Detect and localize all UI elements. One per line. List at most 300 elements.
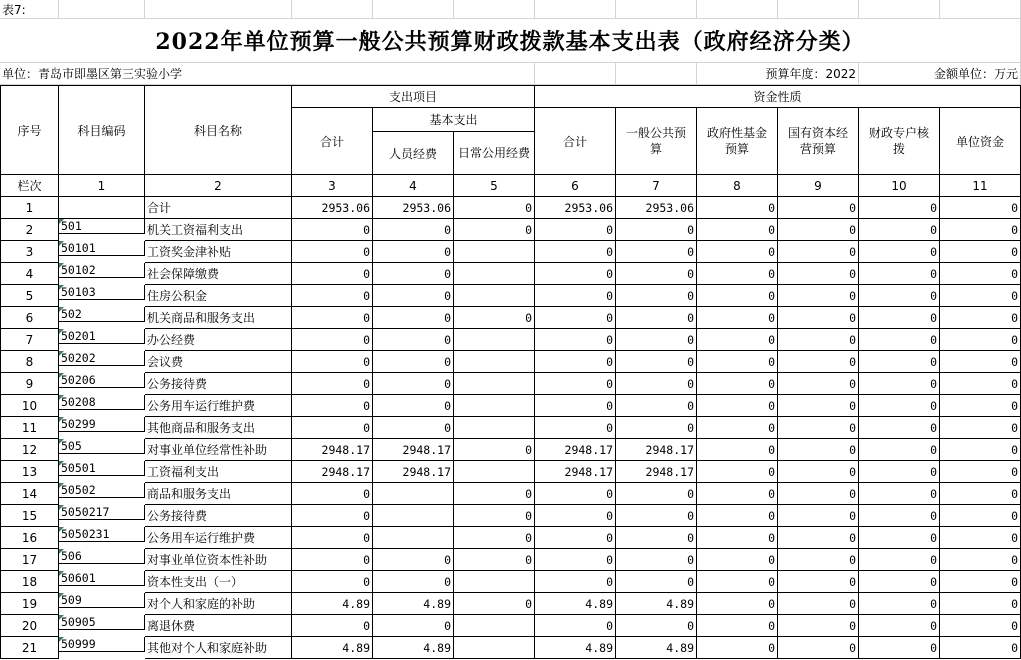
value-cell[interactable]: 0 bbox=[940, 329, 1021, 351]
value-cell[interactable]: 0 bbox=[535, 571, 616, 593]
empty-cell[interactable] bbox=[859, 0, 940, 19]
header-name[interactable]: 科目名称 bbox=[145, 86, 292, 175]
value-cell[interactable]: 0 bbox=[535, 219, 616, 241]
value-cell[interactable]: 0 bbox=[454, 439, 535, 461]
value-cell[interactable]: 0 bbox=[697, 461, 778, 483]
value-cell[interactable]: 0 bbox=[373, 329, 454, 351]
value-cell[interactable]: 0 bbox=[859, 219, 940, 241]
value-cell[interactable]: 0 bbox=[535, 329, 616, 351]
value-cell[interactable] bbox=[373, 483, 454, 505]
value-cell[interactable]: 0 bbox=[697, 285, 778, 307]
value-cell[interactable]: 0 bbox=[616, 483, 697, 505]
value-cell[interactable]: 0 bbox=[697, 417, 778, 439]
value-cell[interactable]: 0 bbox=[859, 439, 940, 461]
value-cell[interactable]: 0 bbox=[292, 527, 373, 549]
value-cell[interactable]: 0 bbox=[859, 637, 940, 659]
value-cell[interactable]: 0 bbox=[778, 307, 859, 329]
value-cell[interactable]: 0 bbox=[778, 329, 859, 351]
value-cell[interactable]: 0 bbox=[778, 197, 859, 219]
seq-cell[interactable]: 8 bbox=[0, 351, 59, 373]
value-cell[interactable]: 0 bbox=[778, 417, 859, 439]
value-cell[interactable]: 0 bbox=[373, 285, 454, 307]
value-cell[interactable] bbox=[454, 263, 535, 285]
value-cell[interactable]: 4.89 bbox=[373, 637, 454, 659]
value-cell[interactable]: 0 bbox=[535, 373, 616, 395]
value-cell[interactable]: 0 bbox=[778, 571, 859, 593]
name-cell[interactable]: 对事业单位资本性补助 bbox=[145, 549, 292, 571]
name-cell[interactable]: 资本性支出（一） bbox=[145, 571, 292, 593]
value-cell[interactable]: 0 bbox=[697, 527, 778, 549]
column-index-cell[interactable]: 4 bbox=[373, 175, 454, 197]
code-cell[interactable]: 50208 bbox=[59, 395, 145, 410]
value-cell[interactable]: 2953.06 bbox=[292, 197, 373, 219]
value-cell[interactable]: 0 bbox=[616, 527, 697, 549]
seq-cell[interactable]: 15 bbox=[0, 505, 59, 527]
value-cell[interactable]: 0 bbox=[859, 307, 940, 329]
value-cell[interactable]: 0 bbox=[292, 241, 373, 263]
value-cell[interactable]: 0 bbox=[292, 329, 373, 351]
seq-cell[interactable]: 2 bbox=[0, 219, 59, 241]
value-cell[interactable] bbox=[454, 373, 535, 395]
table-row bbox=[0, 593, 1021, 615]
table-row bbox=[0, 373, 1021, 395]
value-cell[interactable]: 0 bbox=[778, 219, 859, 241]
value-cell[interactable] bbox=[454, 615, 535, 637]
value-cell[interactable]: 0 bbox=[859, 373, 940, 395]
value-cell[interactable]: 4.89 bbox=[616, 637, 697, 659]
value-cell[interactable]: 0 bbox=[697, 593, 778, 615]
code-cell[interactable]: 50601 bbox=[59, 571, 145, 586]
seq-cell[interactable]: 13 bbox=[0, 461, 59, 483]
seq-cell[interactable]: 9 bbox=[0, 373, 59, 395]
value-cell[interactable]: 0 bbox=[454, 307, 535, 329]
empty-cell[interactable] bbox=[292, 0, 373, 19]
value-cell[interactable]: 0 bbox=[778, 505, 859, 527]
empty-cell[interactable] bbox=[778, 0, 859, 19]
column-index-cell[interactable]: 11 bbox=[940, 175, 1021, 197]
value-cell[interactable]: 0 bbox=[454, 593, 535, 615]
header-fiscal-special[interactable]: 财政专户核拨 bbox=[859, 108, 940, 175]
seq-cell[interactable]: 20 bbox=[0, 615, 59, 637]
value-cell[interactable]: 0 bbox=[616, 307, 697, 329]
value-cell[interactable]: 0 bbox=[859, 483, 940, 505]
code-cell[interactable]: 50999 bbox=[59, 637, 145, 652]
value-cell[interactable]: 0 bbox=[454, 505, 535, 527]
header-basic-expense[interactable]: 基本支出 bbox=[373, 108, 535, 132]
value-cell[interactable]: 0 bbox=[859, 197, 940, 219]
value-cell[interactable]: 0 bbox=[859, 615, 940, 637]
name-cell[interactable]: 合计 bbox=[145, 197, 292, 219]
value-cell[interactable]: 0 bbox=[940, 527, 1021, 549]
header-code[interactable]: 科目编码 bbox=[59, 86, 145, 175]
value-cell[interactable]: 0 bbox=[940, 417, 1021, 439]
value-cell[interactable]: 2948.17 bbox=[292, 439, 373, 461]
name-cell[interactable]: 公务接待费 bbox=[145, 505, 292, 527]
value-cell[interactable]: 0 bbox=[778, 351, 859, 373]
code-cell[interactable]: 506 bbox=[59, 549, 145, 564]
value-cell[interactable]: 0 bbox=[292, 505, 373, 527]
value-cell[interactable]: 0 bbox=[940, 483, 1021, 505]
header-personnel[interactable]: 人员经费 bbox=[373, 132, 454, 175]
value-cell[interactable]: 2948.17 bbox=[373, 439, 454, 461]
value-cell[interactable]: 0 bbox=[616, 615, 697, 637]
code-cell[interactable]: 50299 bbox=[59, 417, 145, 432]
name-cell[interactable]: 其他对个人和家庭补助 bbox=[145, 637, 292, 659]
value-cell[interactable]: 0 bbox=[292, 219, 373, 241]
name-cell[interactable]: 离退休费 bbox=[145, 615, 292, 637]
empty-cell[interactable] bbox=[59, 0, 145, 19]
seq-cell[interactable]: 5 bbox=[0, 285, 59, 307]
value-cell[interactable]: 2948.17 bbox=[292, 461, 373, 483]
header-unit-fund[interactable]: 单位资金 bbox=[940, 108, 1021, 175]
header-total-2[interactable]: 合计 bbox=[535, 108, 616, 175]
value-cell[interactable]: 0 bbox=[292, 483, 373, 505]
code-cell[interactable]: 50905 bbox=[59, 615, 145, 630]
value-cell[interactable]: 0 bbox=[859, 351, 940, 373]
value-cell[interactable]: 0 bbox=[616, 241, 697, 263]
empty-cell[interactable] bbox=[697, 0, 778, 19]
column-index-cell[interactable]: 8 bbox=[697, 175, 778, 197]
name-cell[interactable]: 其他商品和服务支出 bbox=[145, 417, 292, 439]
value-cell[interactable]: 0 bbox=[940, 241, 1021, 263]
value-cell[interactable]: 0 bbox=[454, 483, 535, 505]
value-cell[interactable]: 0 bbox=[697, 351, 778, 373]
value-cell[interactable]: 0 bbox=[373, 549, 454, 571]
value-cell[interactable]: 0 bbox=[616, 263, 697, 285]
value-cell[interactable]: 0 bbox=[616, 549, 697, 571]
code-cell[interactable]: 50201 bbox=[59, 329, 145, 344]
page-title[interactable]: 2022年单位预算一般公共预算财政拨款基本支出表（政府经济分类） bbox=[0, 19, 1021, 63]
value-cell[interactable]: 0 bbox=[616, 219, 697, 241]
value-cell[interactable]: 2948.17 bbox=[373, 461, 454, 483]
name-cell[interactable]: 商品和服务支出 bbox=[145, 483, 292, 505]
name-cell[interactable]: 住房公积金 bbox=[145, 285, 292, 307]
value-cell[interactable]: 0 bbox=[859, 395, 940, 417]
value-cell[interactable]: 0 bbox=[697, 571, 778, 593]
name-cell[interactable]: 办公经费 bbox=[145, 329, 292, 351]
value-cell[interactable]: 0 bbox=[859, 417, 940, 439]
value-cell[interactable]: 0 bbox=[940, 505, 1021, 527]
value-cell[interactable]: 0 bbox=[859, 285, 940, 307]
value-cell[interactable]: 0 bbox=[535, 483, 616, 505]
value-cell[interactable] bbox=[454, 395, 535, 417]
empty-cell[interactable] bbox=[535, 0, 616, 19]
empty-cell[interactable] bbox=[940, 0, 1021, 19]
value-cell[interactable] bbox=[454, 461, 535, 483]
value-cell[interactable]: 0 bbox=[940, 307, 1021, 329]
sheet-label-cell[interactable] bbox=[0, 0, 59, 19]
value-cell[interactable]: 0 bbox=[697, 263, 778, 285]
value-cell[interactable]: 0 bbox=[697, 219, 778, 241]
value-cell[interactable]: 0 bbox=[292, 285, 373, 307]
value-cell[interactable]: 0 bbox=[697, 549, 778, 571]
value-cell[interactable] bbox=[454, 351, 535, 373]
seq-cell[interactable]: 7 bbox=[0, 329, 59, 351]
value-cell[interactable]: 0 bbox=[454, 197, 535, 219]
seq-cell[interactable]: 21 bbox=[0, 637, 59, 659]
value-cell[interactable]: 0 bbox=[778, 395, 859, 417]
value-cell[interactable]: 0 bbox=[454, 527, 535, 549]
code-cell[interactable]: 50103 bbox=[59, 285, 145, 300]
seq-cell[interactable]: 1 bbox=[0, 197, 59, 219]
value-cell[interactable]: 0 bbox=[535, 549, 616, 571]
value-cell[interactable]: 0 bbox=[535, 285, 616, 307]
value-cell[interactable]: 0 bbox=[535, 395, 616, 417]
header-total[interactable]: 合计 bbox=[292, 108, 373, 175]
value-cell[interactable]: 0 bbox=[292, 549, 373, 571]
value-cell[interactable]: 0 bbox=[940, 373, 1021, 395]
header-expense-items[interactable]: 支出项目 bbox=[292, 86, 535, 108]
column-index-cell[interactable]: 3 bbox=[292, 175, 373, 197]
value-cell[interactable]: 0 bbox=[940, 461, 1021, 483]
empty-cell[interactable] bbox=[616, 63, 697, 85]
value-cell[interactable] bbox=[373, 505, 454, 527]
seq-cell[interactable]: 4 bbox=[0, 263, 59, 285]
value-cell[interactable]: 0 bbox=[697, 197, 778, 219]
value-cell[interactable] bbox=[373, 527, 454, 549]
value-cell[interactable]: 0 bbox=[697, 329, 778, 351]
name-cell[interactable]: 社会保障缴费 bbox=[145, 263, 292, 285]
value-cell[interactable]: 0 bbox=[940, 395, 1021, 417]
value-cell[interactable]: 0 bbox=[697, 373, 778, 395]
value-cell[interactable]: 0 bbox=[616, 351, 697, 373]
value-cell[interactable]: 0 bbox=[535, 241, 616, 263]
value-cell[interactable]: 0 bbox=[778, 549, 859, 571]
value-cell[interactable]: 0 bbox=[292, 571, 373, 593]
name-cell[interactable]: 对事业单位经常性补助 bbox=[145, 439, 292, 461]
value-cell[interactable]: 0 bbox=[535, 527, 616, 549]
name-cell[interactable]: 会议费 bbox=[145, 351, 292, 373]
code-cell[interactable]: 509 bbox=[59, 593, 145, 608]
value-cell[interactable]: 0 bbox=[940, 571, 1021, 593]
column-index-cell[interactable]: 2 bbox=[145, 175, 292, 197]
column-index-cell[interactable]: 7 bbox=[616, 175, 697, 197]
value-cell[interactable]: 0 bbox=[616, 285, 697, 307]
name-cell[interactable]: 对个人和家庭的补助 bbox=[145, 593, 292, 615]
code-cell[interactable]: 50101 bbox=[59, 241, 145, 256]
value-cell[interactable]: 0 bbox=[778, 241, 859, 263]
table-row bbox=[0, 307, 1021, 329]
name-cell[interactable]: 工资奖金津补贴 bbox=[145, 241, 292, 263]
value-cell[interactable]: 0 bbox=[616, 373, 697, 395]
column-index-cell[interactable]: 栏次 bbox=[0, 175, 59, 197]
value-cell[interactable]: 0 bbox=[778, 263, 859, 285]
code-cell[interactable]: 50502 bbox=[59, 483, 145, 498]
value-cell[interactable]: 0 bbox=[697, 637, 778, 659]
value-cell[interactable]: 0 bbox=[940, 439, 1021, 461]
empty-cell[interactable] bbox=[145, 0, 292, 19]
value-cell[interactable]: 2948.17 bbox=[616, 439, 697, 461]
value-cell[interactable] bbox=[454, 571, 535, 593]
empty-cell[interactable] bbox=[535, 63, 616, 85]
value-cell[interactable]: 2953.06 bbox=[373, 197, 454, 219]
value-cell[interactable]: 0 bbox=[292, 351, 373, 373]
value-cell[interactable]: 0 bbox=[292, 373, 373, 395]
value-cell[interactable]: 0 bbox=[373, 219, 454, 241]
empty-cell[interactable] bbox=[454, 0, 535, 19]
value-cell[interactable]: 4.89 bbox=[292, 637, 373, 659]
value-cell[interactable]: 0 bbox=[778, 285, 859, 307]
value-cell[interactable]: 0 bbox=[292, 615, 373, 637]
value-cell[interactable]: 0 bbox=[292, 395, 373, 417]
name-cell[interactable]: 机关工资福利支出 bbox=[145, 219, 292, 241]
code-cell[interactable]: 501 bbox=[59, 219, 145, 234]
code-cell[interactable]: 50202 bbox=[59, 351, 145, 366]
column-index-cell[interactable]: 1 bbox=[59, 175, 145, 197]
value-cell[interactable]: 4.89 bbox=[535, 637, 616, 659]
value-cell[interactable]: 0 bbox=[859, 461, 940, 483]
value-cell[interactable]: 0 bbox=[535, 307, 616, 329]
value-cell[interactable]: 0 bbox=[535, 417, 616, 439]
value-cell[interactable] bbox=[454, 637, 535, 659]
value-cell[interactable] bbox=[454, 417, 535, 439]
value-cell[interactable]: 0 bbox=[859, 549, 940, 571]
name-cell[interactable]: 工资福利支出 bbox=[145, 461, 292, 483]
value-cell[interactable]: 0 bbox=[859, 329, 940, 351]
value-cell[interactable]: 0 bbox=[697, 483, 778, 505]
code-cell[interactable]: 50501 bbox=[59, 461, 145, 476]
value-cell[interactable]: 2948.17 bbox=[535, 439, 616, 461]
value-cell[interactable]: 0 bbox=[697, 505, 778, 527]
value-cell[interactable]: 0 bbox=[859, 241, 940, 263]
value-cell[interactable]: 2953.06 bbox=[535, 197, 616, 219]
header-general-public[interactable]: 一般公共预算 bbox=[616, 108, 697, 175]
value-cell[interactable]: 0 bbox=[940, 615, 1021, 637]
seq-cell[interactable]: 17 bbox=[0, 549, 59, 571]
header-fund-nature[interactable]: 资金性质 bbox=[535, 86, 1021, 108]
value-cell[interactable]: 0 bbox=[940, 351, 1021, 373]
value-cell[interactable]: 0 bbox=[373, 395, 454, 417]
seq-cell[interactable]: 19 bbox=[0, 593, 59, 615]
value-cell[interactable]: 4.89 bbox=[373, 593, 454, 615]
value-cell[interactable]: 0 bbox=[940, 197, 1021, 219]
value-cell[interactable]: 0 bbox=[616, 395, 697, 417]
value-cell[interactable]: 0 bbox=[778, 527, 859, 549]
value-cell[interactable]: 0 bbox=[940, 219, 1021, 241]
name-cell[interactable]: 公务用车运行维护费 bbox=[145, 527, 292, 549]
name-cell[interactable]: 机关商品和服务支出 bbox=[145, 307, 292, 329]
value-cell[interactable]: 0 bbox=[697, 439, 778, 461]
value-cell[interactable]: 0 bbox=[535, 351, 616, 373]
name-cell[interactable]: 公务接待费 bbox=[145, 373, 292, 395]
value-cell[interactable]: 0 bbox=[859, 527, 940, 549]
value-cell[interactable]: 0 bbox=[778, 373, 859, 395]
header-seq[interactable]: 序号 bbox=[0, 86, 59, 175]
value-cell[interactable]: 0 bbox=[373, 615, 454, 637]
value-cell[interactable]: 0 bbox=[778, 637, 859, 659]
value-cell[interactable]: 0 bbox=[616, 505, 697, 527]
value-cell[interactable]: 0 bbox=[778, 483, 859, 505]
header-state-capital[interactable]: 国有资本经营预算 bbox=[778, 108, 859, 175]
value-cell[interactable]: 0 bbox=[292, 417, 373, 439]
value-cell[interactable]: 0 bbox=[940, 549, 1021, 571]
value-cell[interactable]: 0 bbox=[859, 505, 940, 527]
seq-cell[interactable]: 10 bbox=[0, 395, 59, 417]
value-cell[interactable]: 0 bbox=[859, 593, 940, 615]
value-cell[interactable]: 0 bbox=[454, 549, 535, 571]
value-cell[interactable]: 0 bbox=[454, 219, 535, 241]
value-cell[interactable]: 0 bbox=[697, 395, 778, 417]
value-cell[interactable]: 0 bbox=[292, 307, 373, 329]
value-cell[interactable]: 0 bbox=[616, 329, 697, 351]
code-cell[interactable]: 50102 bbox=[59, 263, 145, 278]
amount-unit[interactable]: 金额单位：万元 bbox=[859, 63, 1021, 85]
value-cell[interactable]: 0 bbox=[697, 241, 778, 263]
value-cell[interactable]: 0 bbox=[373, 351, 454, 373]
value-cell[interactable]: 0 bbox=[940, 593, 1021, 615]
value-cell[interactable]: 0 bbox=[940, 263, 1021, 285]
value-cell[interactable]: 0 bbox=[373, 241, 454, 263]
seq-cell[interactable]: 18 bbox=[0, 571, 59, 593]
seq-cell[interactable]: 16 bbox=[0, 527, 59, 549]
value-cell[interactable]: 0 bbox=[616, 417, 697, 439]
value-cell[interactable]: 2948.17 bbox=[616, 461, 697, 483]
value-cell[interactable]: 0 bbox=[373, 373, 454, 395]
seq-cell[interactable]: 14 bbox=[0, 483, 59, 505]
value-cell[interactable] bbox=[454, 285, 535, 307]
value-cell[interactable]: 4.89 bbox=[292, 593, 373, 615]
code-cell[interactable]: 502 bbox=[59, 307, 145, 322]
column-index-cell[interactable]: 9 bbox=[778, 175, 859, 197]
value-cell[interactable]: 0 bbox=[373, 571, 454, 593]
value-cell[interactable]: 4.89 bbox=[616, 593, 697, 615]
header-gov-fund[interactable]: 政府性基金预算 bbox=[697, 108, 778, 175]
value-cell[interactable] bbox=[454, 241, 535, 263]
value-cell[interactable]: 0 bbox=[373, 417, 454, 439]
value-cell[interactable]: 0 bbox=[859, 571, 940, 593]
value-cell[interactable]: 0 bbox=[373, 263, 454, 285]
seq-cell[interactable]: 12 bbox=[0, 439, 59, 461]
unit-info[interactable]: 单位：青岛市即墨区第三实验小学 bbox=[0, 63, 535, 85]
code-cell[interactable]: 50206 bbox=[59, 373, 145, 388]
value-cell[interactable]: 0 bbox=[535, 505, 616, 527]
value-cell[interactable]: 0 bbox=[373, 307, 454, 329]
value-cell[interactable]: 0 bbox=[535, 615, 616, 637]
empty-cell[interactable] bbox=[373, 0, 454, 19]
value-cell[interactable]: 0 bbox=[940, 637, 1021, 659]
value-cell[interactable]: 0 bbox=[292, 263, 373, 285]
value-cell[interactable]: 0 bbox=[940, 285, 1021, 307]
value-cell[interactable]: 0 bbox=[616, 571, 697, 593]
column-index-cell[interactable]: 10 bbox=[859, 175, 940, 197]
budget-year[interactable]: 预算年度：2022 bbox=[697, 63, 859, 85]
value-cell[interactable]: 2948.17 bbox=[535, 461, 616, 483]
value-cell[interactable]: 0 bbox=[535, 263, 616, 285]
seq-cell[interactable]: 3 bbox=[0, 241, 59, 263]
value-cell[interactable]: 2953.06 bbox=[616, 197, 697, 219]
value-cell[interactable]: 0 bbox=[697, 307, 778, 329]
header-daily-public[interactable]: 日常公用经费 bbox=[454, 132, 535, 175]
value-cell[interactable] bbox=[454, 329, 535, 351]
seq-cell[interactable]: 11 bbox=[0, 417, 59, 439]
code-cell[interactable]: 505 bbox=[59, 439, 145, 454]
seq-cell[interactable]: 6 bbox=[0, 307, 59, 329]
value-cell[interactable]: 0 bbox=[778, 461, 859, 483]
value-cell[interactable]: 0 bbox=[697, 615, 778, 637]
value-cell[interactable]: 0 bbox=[778, 593, 859, 615]
name-cell[interactable]: 公务用车运行维护费 bbox=[145, 395, 292, 417]
column-index-cell[interactable]: 5 bbox=[454, 175, 535, 197]
code-cell[interactable] bbox=[59, 197, 145, 219]
value-cell[interactable]: 0 bbox=[778, 615, 859, 637]
column-index-cell[interactable]: 6 bbox=[535, 175, 616, 197]
code-cell[interactable]: 5050231 bbox=[59, 527, 145, 542]
value-cell[interactable]: 0 bbox=[859, 263, 940, 285]
empty-cell[interactable] bbox=[616, 0, 697, 19]
code-cell[interactable]: 5050217 bbox=[59, 505, 145, 520]
value-cell[interactable]: 0 bbox=[778, 439, 859, 461]
value-cell[interactable]: 4.89 bbox=[535, 593, 616, 615]
